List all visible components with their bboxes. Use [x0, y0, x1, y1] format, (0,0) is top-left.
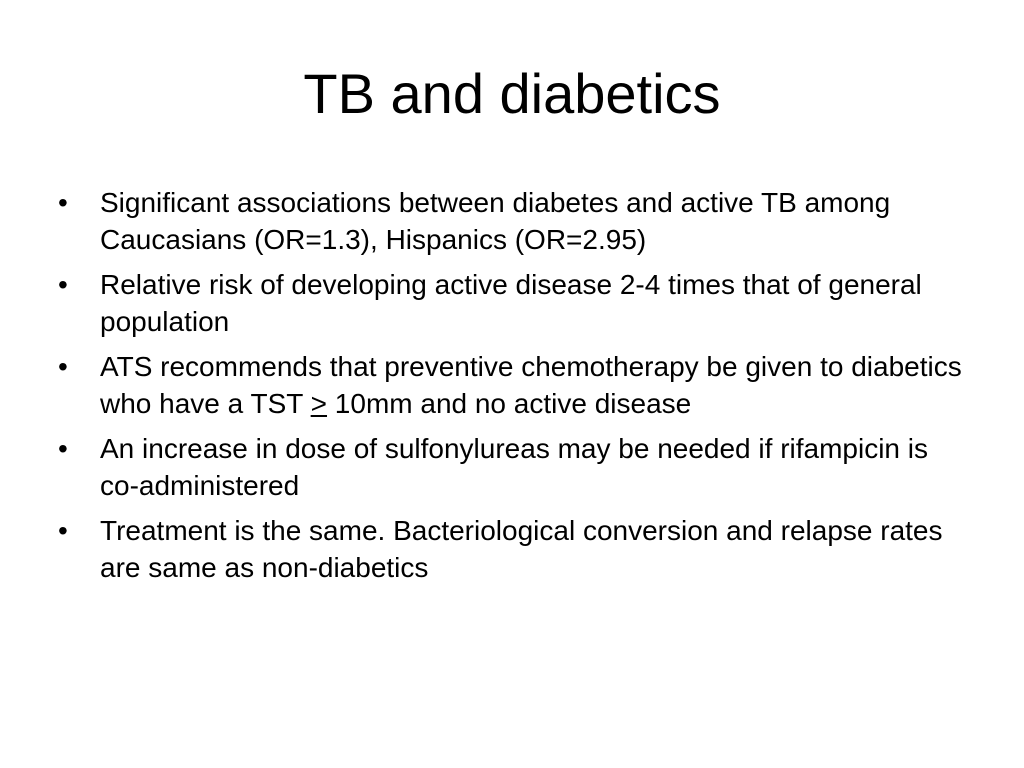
bullet-item [58, 512, 970, 586]
bullet-text: An increase in dose of sulfonylureas may be needed if rifampicin is co-administered [100, 433, 928, 501]
greater-than-or-equal-symbol: > [310, 388, 328, 419]
bullet-text-after: 10mm and no active disease [327, 388, 692, 419]
bullet-marker: • [58, 187, 68, 218]
bullet-marker: • [58, 433, 68, 464]
bullet-text: Relative risk of developing active disease 2-4 times that of general population [100, 269, 922, 337]
bullet-list [58, 184, 970, 594]
bullet-marker: • [58, 515, 68, 546]
bullet-item [58, 266, 970, 340]
bullet-item [58, 348, 970, 422]
slide-title: TB and diabetics [303, 62, 721, 125]
bullet-text-before: ATS recommends that preventive chemotherapy be given to diabetics who have a TST [100, 351, 962, 419]
bullet-item [58, 184, 970, 258]
bullet-marker: • [58, 269, 68, 300]
bullet-text: Treatment is the same. Bacteriological conversion and relapse rates are same as non-diabetics [100, 515, 943, 583]
bullet-text: Significant associations between diabetes and active TB among Caucasians (OR=1.3), Hispanics (OR=2.95) [100, 187, 891, 255]
bullet-marker: • [58, 351, 68, 382]
bullet-text [100, 351, 962, 419]
bullet-item [58, 430, 970, 504]
